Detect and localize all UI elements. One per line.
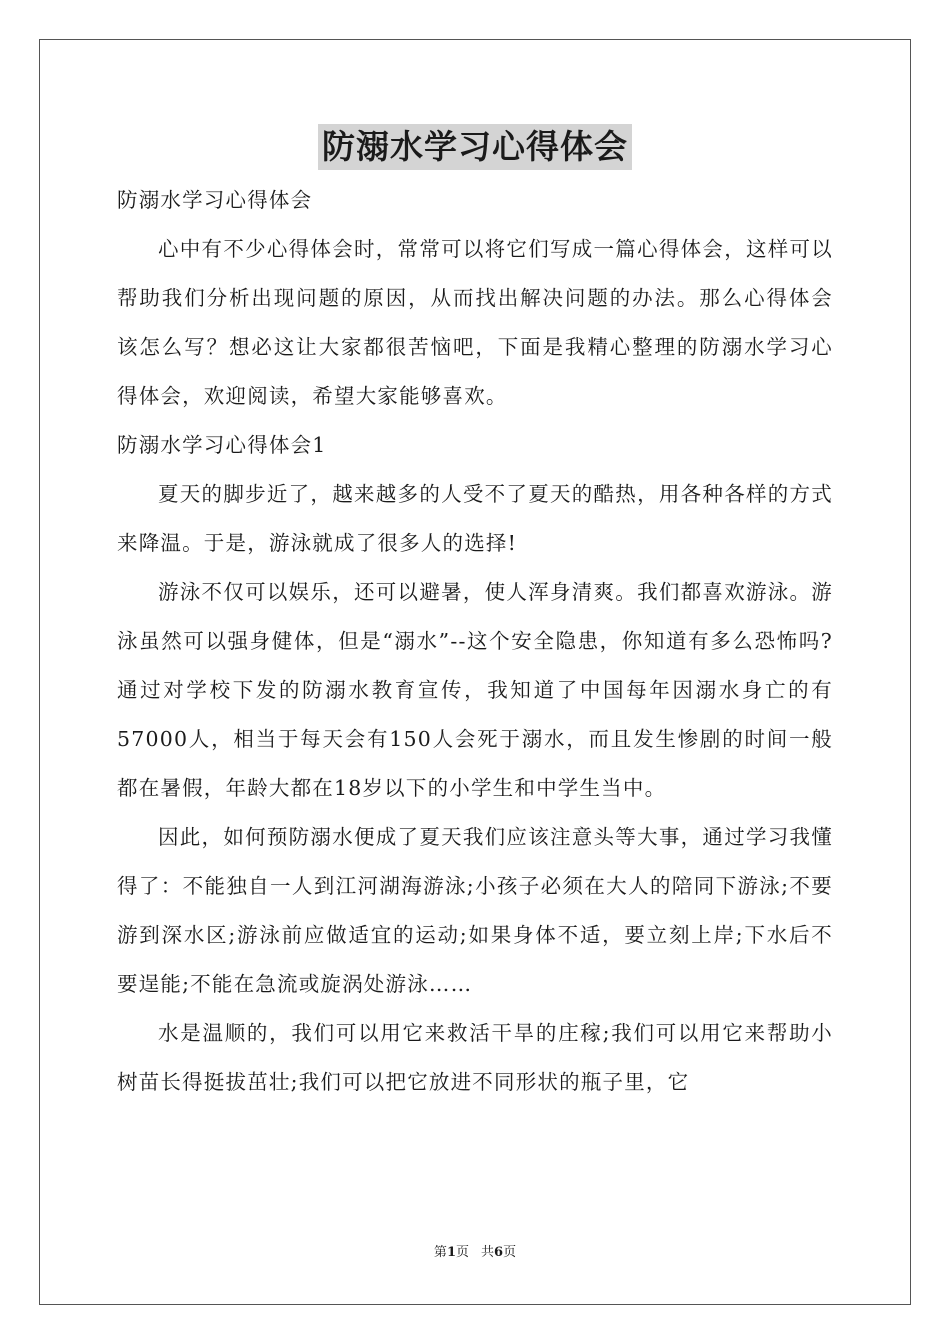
subtitle-paragraph: 防溺水学习心得体会 <box>117 188 313 212</box>
body-paragraph: 游泳不仅可以娱乐，还可以避暑，使人浑身清爽。我们都喜欢游泳。游泳虽然可以强身健体，但是“溺水”--这个安全隐患，你知道有多么恐怖吗? 通过对学校下发的防溺水教育宣传，我知道了中国每年因溺水身亡的有57000人，相当于每天会有150人会死于溺水，而且发生惨剧的时间一般都在暑假，年龄大都在18岁以下的小学生和中学生当中。 <box>117 580 833 800</box>
intro-paragraph: 心中有不少心得体会时，常常可以将它们写成一篇心得体会，这样可以帮助我们分析出现问题的原因，从而找出解决问题的办法。那么心得体会该怎么写？想必这让大家都很苦恼吧，下面是我精心整理的防溺水学习心得体会，欢迎阅读，希望大家能够喜欢。 <box>117 237 833 408</box>
page-suffix: 页 <box>455 1245 469 1260</box>
total-suffix: 页 <box>503 1245 517 1260</box>
title-wrap <box>0 124 950 170</box>
document-body <box>117 176 833 1107</box>
body-paragraph: 夏天的脚步近了，越来越多的人受不了夏天的酷热，用各种各样的方式来降温。于是，游泳就成了很多人的选择! <box>117 482 833 555</box>
section-heading: 防溺水学习心得体会1 <box>117 433 327 457</box>
page-prefix: 第 <box>433 1245 447 1260</box>
document-title: 防溺水学习心得体会 <box>318 124 632 170</box>
total-prefix: 共 <box>481 1245 495 1260</box>
page-footer <box>0 1244 950 1262</box>
page-total: 6 <box>494 1245 504 1260</box>
page-current: 1 <box>446 1245 456 1260</box>
body-paragraph: 因此，如何预防溺水便成了夏天我们应该注意头等大事，通过学习我懂得了：不能独自一人到江河湖海游泳;小孩子必须在大人的陪同下游泳;不要游到深水区;游泳前应做适宜的运动;如果身体不适，要立刻上岸;下水后不要逞能;不能在急流或旋涡处游泳…… <box>117 825 833 996</box>
body-paragraph: 水是温顺的，我们可以用它来救活干旱的庄稼;我们可以用它来帮助小树苗长得挺拔茁壮;我们可以把它放进不同形状的瓶子里，它 <box>117 1021 833 1094</box>
